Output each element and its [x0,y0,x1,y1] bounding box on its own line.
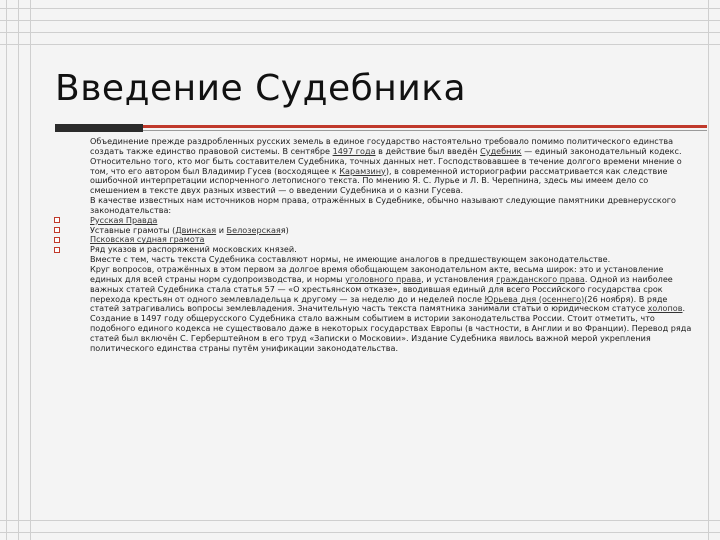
link-criminal-law[interactable]: уголовного права [345,273,422,284]
paragraph-scope: Круг вопросов, отражённых в этом первом за долгое время обобщающем законодательном акте, весьма широк: это и установление единых для всей страны норм судопроизводства, и нормы уголовного права, и установления гражданского права. Одной из наиболее важных статей Судебника стала статья 57 — «О хрестьянском отказе», вводившая единый для всего Российского государства срок перехода крестьян от одного землевладельца к другому — за неделю до и неделей после Юрьева дня (осеннего)(26 ноября). В ряде статей затрагивались вопросы землевладения. Значительную часть текста памятника занимали статьи о юридическом статусе холопов. [90,263,686,314]
square-bullet-icon [54,237,60,243]
square-bullet-icon [54,247,60,253]
slide-title: Введение Судебника [55,68,467,109]
background-line [30,0,31,540]
background-line [0,532,720,533]
paragraph-author: Относительно того, кто мог быть составителем Судебника, точных данных нет. Господствовавшее в течение долгого времени мнение о том, что его автором был Владимир Гусев (восходящее к Карамзину), в современной историографии рассматривается как следствие ошибочной интерпретации испорченного летописного текста. По мнению Я. С. Лурье и Л. В. Черепнина, здесь мы имеем дело со смешением в тексте двух разных известий — о введении Судебника и о казни Гусева. [90,155,682,196]
link-russkaya-pravda[interactable]: Русская Правда [90,214,158,225]
square-bullet-icon [54,227,60,233]
background-line [0,520,720,521]
slide-body [54,137,694,354]
paragraph-novel-norms: Вместе с тем, часть текста Судебника составляют нормы, не имеющие аналогов в предшествующем законодательстве. [90,254,611,265]
link-kholopy[interactable]: холопов [647,303,683,314]
link-belozerskaya[interactable]: Белозерская [226,224,281,235]
link-yuriev-day[interactable]: Юрьева дня (осеннего) [484,293,585,304]
paragraph-significance: Создание в 1497 году общерусского Судебника стало важным событием в истории законодательства России. Стоит отметить, что подобного единого кодекса не существовало даже в некоторых государствах Европы (в частности, в Англии и во Франции). Перевод ряда статей был включён С. Герберштейном в его труд «Записки о Московии». Издание Судебника явилось важной мерой укрепления политического единства страны путём унификации законодательства. [90,313,692,353]
title-rule-gray [143,130,707,131]
list-item: Ряд указов и распоряжений московских князей. [54,245,694,255]
link-pskov-charter[interactable]: Псковская судная грамота [90,234,205,245]
link-karamzin[interactable]: Карамзину [339,165,386,176]
link-1497-year[interactable]: 1497 года [332,145,376,156]
background-line [18,0,19,540]
square-bullet-icon [54,217,60,223]
title-rule-dark [55,124,143,132]
title-rule-red [143,125,707,128]
link-civil-law[interactable]: гражданского права [496,273,585,284]
link-dvinskaya[interactable]: Двинская [175,224,217,235]
background-line [0,20,720,21]
paragraph-intro: Объединение прежде раздробленных русских земель в единое государство настоятельно требовало помимо политического единства создать также единство правовой системы. В сентябре 1497 года в действие был введён Судебник — единый законодательный кодекс. [90,136,682,156]
background-line [708,0,709,540]
list-item: Уставные грамоты (Двинская и Белозерскаяя) [54,226,694,236]
background-line [0,8,720,9]
paragraph-sources: В качестве известных нам источников норм права, отражённых в Судебнике, обычно называют следующие памятники древнерусского законодательства: [90,195,676,215]
background-line [6,0,7,540]
background-line [0,44,720,45]
background-line [0,32,720,33]
link-sudebnik[interactable]: Судебник [480,145,522,156]
